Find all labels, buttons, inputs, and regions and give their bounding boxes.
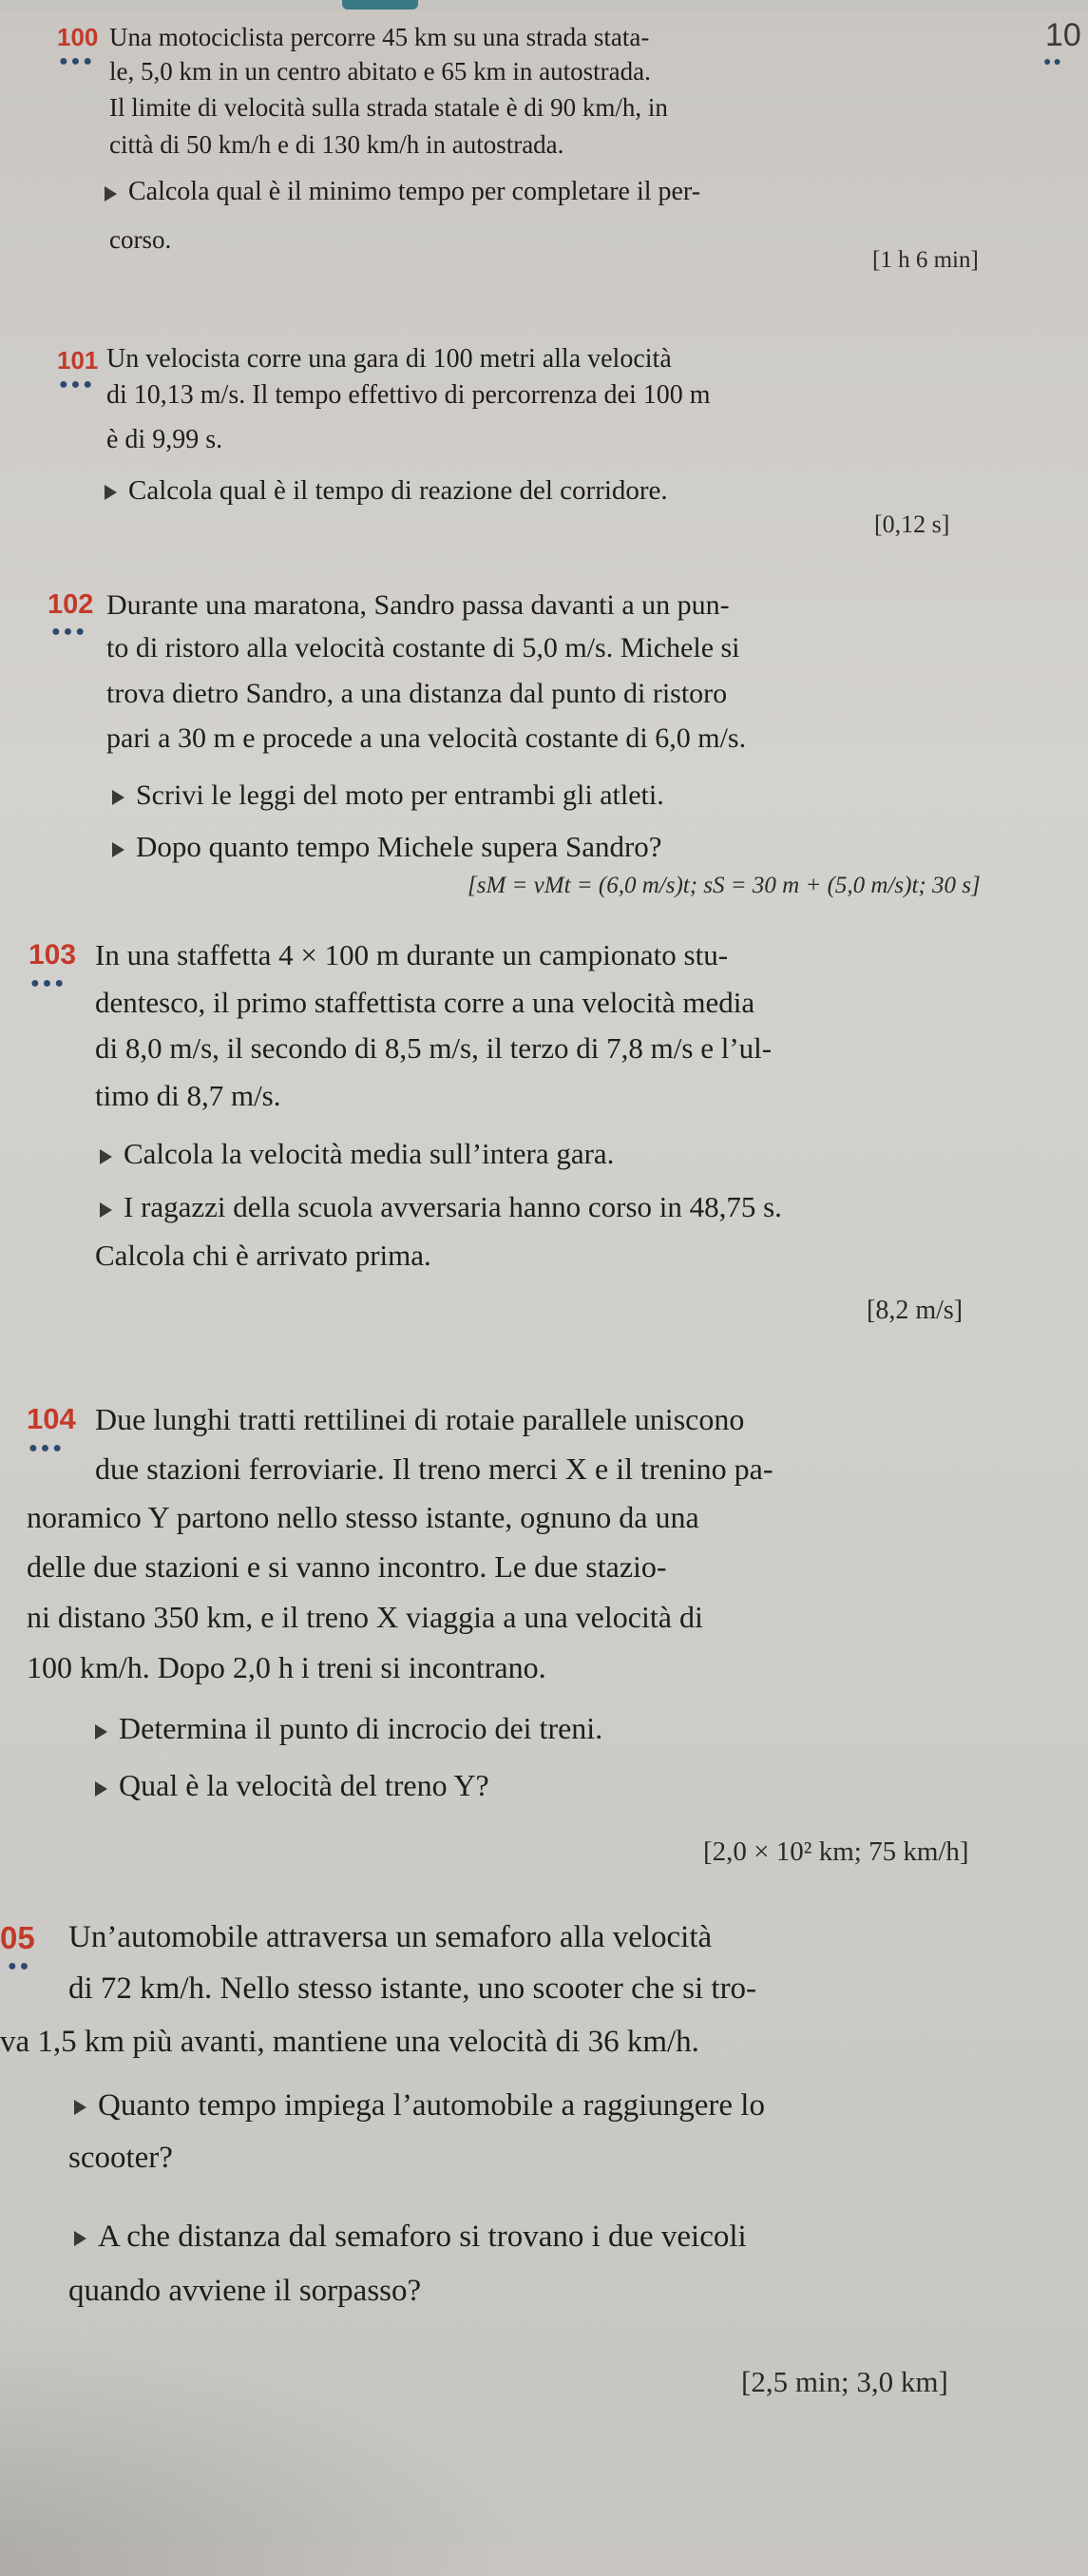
text-line: Due lunghi tratti rettilinei di rotaie parallele uniscono bbox=[95, 1402, 745, 1436]
text-line: di 8,0 m/s, il secondo di 8,5 m/s, il terzo di 7,8 m/s e l’ul- bbox=[95, 1031, 773, 1065]
top-edge bbox=[0, 0, 1088, 11]
text-line: di 10,13 m/s. Il tempo effettivo di percorrenza dei 100 m bbox=[106, 380, 711, 410]
text-line: quando avviene il sorpasso? bbox=[68, 2274, 422, 2308]
text-line: va 1,5 km più avanti, mantiene una velocità di 36 km/h. bbox=[0, 2025, 699, 2059]
exercise-number: 103 bbox=[29, 939, 77, 971]
difficulty-dots: ●●● bbox=[59, 53, 95, 69]
bullet-item: Calcola qual è il minimo tempo per completare il per- bbox=[105, 177, 700, 207]
text-line: di 72 km/h. Nello stesso istante, uno scooter che si tro- bbox=[68, 1971, 757, 2006]
shadow-overlay bbox=[0, 2329, 532, 2576]
bullet-item: Determina il punto di incrocio dei treni. bbox=[95, 1711, 602, 1746]
exercise-number: 100 bbox=[57, 23, 99, 51]
text-line: 100 km/h. Dopo 2,0 h i treni si incontrano. bbox=[27, 1650, 546, 1684]
text-line: Il limite di velocità sulla strada statale è di 90 km/h, in bbox=[109, 93, 668, 122]
text-line: ni distano 350 km, e il treno X viaggia a una velocità di bbox=[27, 1600, 703, 1634]
text-line: Un velocista corre una gara di 100 metri alla velocità bbox=[106, 344, 672, 374]
page-number: 10 bbox=[1045, 17, 1081, 53]
text-line: due stazioni ferroviarie. Il treno merci X e il trenino pa- bbox=[95, 1451, 773, 1486]
text-line: dentesco, il primo staffettista corre a una velocità media bbox=[95, 986, 755, 1019]
text-line: Calcola chi è arrivato prima. bbox=[95, 1239, 431, 1272]
text-line: timo di 8,7 m/s. bbox=[95, 1079, 281, 1112]
bullet-item: A che distanza dal semaforo si trovano i due veicoli bbox=[74, 2220, 747, 2255]
text-line: Un’automobile attraversa un semaforo alla velocità bbox=[68, 1920, 713, 1954]
text-line: Una motociclista percorre 45 km su una strada stata- bbox=[109, 23, 650, 51]
exercise-number: 101 bbox=[57, 346, 99, 375]
exercise-number: 104 bbox=[27, 1402, 76, 1435]
text-line: trova dietro Sandro, a una distanza dal punto di ristoro bbox=[106, 678, 728, 709]
answer: [sM = vMt = (6,0 m/s)t; sS = 30 m + (5,0 m/s)t; 30 s] bbox=[468, 873, 981, 898]
text-line: delle due stazioni e si vanno incontro. Le due stazio- bbox=[27, 1549, 667, 1584]
answer: [8,2 m/s] bbox=[867, 1296, 964, 1325]
text-line: pari a 30 m e procede a una velocità costante di 6,0 m/s. bbox=[106, 722, 747, 754]
difficulty-dots: ●●● bbox=[30, 975, 67, 991]
bullet-item: Quanto tempo impiega l’automobile a raggiungere lo bbox=[74, 2088, 765, 2124]
difficulty-dots: ●●● bbox=[51, 624, 87, 640]
difficulty-dots: ●●● bbox=[59, 376, 95, 393]
text-line: noramico Y partono nello stesso istante, ognuno da una bbox=[27, 1500, 699, 1534]
bullet-item: Qual è la velocità del treno Y? bbox=[95, 1768, 489, 1803]
text-line: In una staffetta 4 × 100 m durante un campionato stu- bbox=[95, 938, 729, 971]
text-line: Durante una maratona, Sandro passa davanti a un pun- bbox=[106, 589, 730, 621]
exercise-number: 05 bbox=[0, 1920, 35, 1955]
bullet-item: Calcola la velocità media sull’intera gara. bbox=[100, 1137, 614, 1171]
text-line: città di 50 km/h e di 130 km/h in autostrada. bbox=[109, 130, 564, 159]
difficulty-dots: ●●● bbox=[29, 1440, 65, 1456]
bullet-item: Dopo quanto tempo Michele supera Sandro? bbox=[112, 830, 662, 864]
answer: [1 h 6 min] bbox=[872, 247, 979, 273]
answer: [0,12 s] bbox=[874, 510, 950, 538]
answer: [2,0 × 10² km; 75 km/h] bbox=[703, 1836, 969, 1867]
text-line: scooter? bbox=[68, 2141, 173, 2175]
text-line: le, 5,0 km in un centro abitato e 65 km in autostrada. bbox=[109, 57, 651, 86]
bullet-item: Calcola qual è il tempo di reazione del corridore. bbox=[105, 475, 668, 507]
bullet-item: I ragazzi della scuola avversaria hanno corso in 48,75 s. bbox=[100, 1190, 782, 1224]
top-accent bbox=[342, 0, 418, 10]
difficulty-dots: ●● bbox=[8, 1958, 32, 1974]
page-dots: ●● bbox=[1043, 55, 1063, 69]
text-line: corso. bbox=[109, 225, 172, 254]
text-line: to di ristoro alla velocità costante di 5,0 m/s. Michele si bbox=[106, 632, 740, 663]
bullet-item: Scrivi le leggi del moto per entrambi gli atleti. bbox=[112, 779, 664, 812]
exercise-number: 102 bbox=[48, 589, 94, 620]
text-line: è di 9,99 s. bbox=[106, 425, 223, 454]
answer: [2,5 min; 3,0 km] bbox=[741, 2365, 948, 2398]
